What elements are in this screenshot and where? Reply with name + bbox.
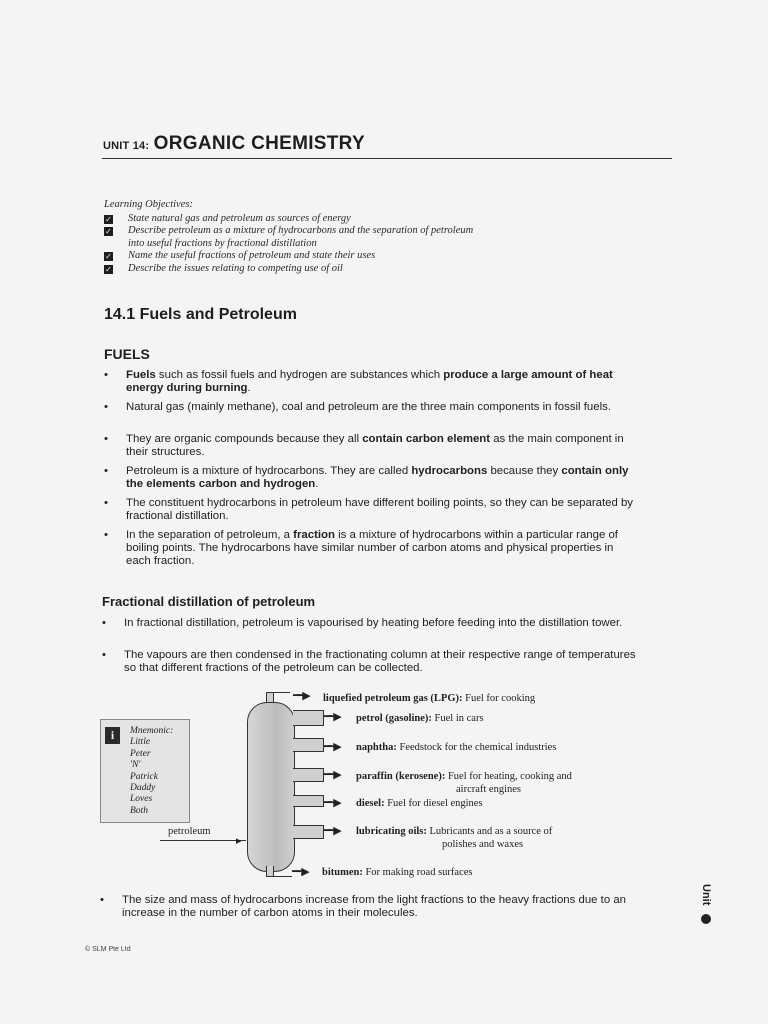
bullet-item: • Petroleum is a mixture of hydrocarbons. They are called hydrocarbons because they contain only the elements carbon and hydrogen. — [104, 465, 629, 491]
objective-item: ✓ Describe the issues relating to competing use of oil — [105, 262, 343, 274]
arrow-right-icon: ━━▶ — [324, 710, 340, 723]
checkbox-icon: ✓ — [105, 264, 112, 274]
objective-item: ✓ Describe petroleum as a mixture of hydrocarbons and the separation of petroleum into useful fractions by fractional distillation — [105, 225, 474, 249]
info-icon: i — [105, 727, 120, 744]
footer-copyright: © SLM Pte Ltd — [85, 946, 131, 953]
fraction-naphtha: naphtha: Feedstock for the chemical industries — [356, 742, 557, 753]
bullet-item: • In the separation of petroleum, a fraction is a mixture of hydrocarbons within a particular range of boiling points. The hydrocarbons have similar number of carbon atoms and physical properties in each fraction. — [104, 529, 618, 568]
fraction-paraffin: paraffin (kerosene): Fuel for heating, cooking and aircraft engines — [356, 771, 572, 795]
section-title: 14.1 Fuels and Petroleum — [104, 306, 297, 323]
arrow-right-icon: ━━▶ — [324, 740, 340, 753]
arrow-right-icon: ━━▶ — [324, 796, 340, 809]
mnemonic-words: Mnemonic: Little Peter 'N' Patrick Daddy Loves Both — [130, 726, 174, 816]
bottom-pipe-line — [270, 876, 292, 877]
side-pipe — [293, 768, 324, 782]
unit-label: UNIT 14: — [103, 140, 150, 152]
bullet-item: • Fuels such as fossil fuels and hydrogen are substances which produce a large amount of heat energy during burning. — [104, 369, 613, 395]
mnemonic-box — [100, 719, 190, 823]
input-arrow-icon: ▸ — [236, 834, 242, 847]
side-pipe — [293, 738, 324, 752]
fraction-petrol: petrol (gasoline): Fuel in cars — [356, 713, 484, 724]
bullet-item: • The size and mass of hydrocarbons increase from the light fractions to the heavy fractions due to an increase in the number of carbon atoms in their molecules. — [100, 894, 626, 920]
fractionating-column — [247, 702, 295, 872]
arrow-right-icon: ━━▶ — [292, 865, 308, 878]
checkbox-icon: ✓ — [105, 227, 112, 237]
unit-title: ORGANIC CHEMISTRY — [153, 133, 365, 154]
arrow-right-icon: ━━▶ — [324, 824, 340, 837]
objectives-title: Learning Objectives: — [104, 199, 193, 210]
arrow-right-icon: ━━▶ — [324, 768, 340, 781]
fraction-lpg: liquefied petroleum gas (LPG): Fuel for cooking — [323, 693, 536, 704]
side-pipe — [293, 825, 324, 839]
side-tab-label: Unit — [700, 884, 712, 906]
unit-side-tab — [698, 884, 714, 924]
fraction-lubricating: lubricating oils: Lubricants and as a source of polishes and waxes — [356, 826, 553, 850]
objective-item: ✓ Name the useful fractions of petroleum and state their uses — [105, 250, 376, 262]
bullet-item: • The constituent hydrocarbons in petroleum have different boiling points, so they can be separated by fractional distillation. — [104, 497, 633, 523]
fraction-diesel: diesel: Fuel for diesel engines — [356, 798, 483, 809]
checkbox-icon: ✓ — [105, 214, 112, 224]
fractional-heading: Fractional distillation of petroleum — [102, 594, 316, 609]
unit-badge-icon — [701, 914, 711, 924]
side-pipe — [293, 795, 324, 807]
petroleum-label: petroleum — [168, 826, 211, 837]
learning-objectives — [104, 199, 504, 276]
bullet-item: • Natural gas (mainly methane), coal and petroleum are the three main components in fossil fuels. — [104, 401, 611, 413]
bullet-item: • They are organic compounds because they all contain carbon element as the main component in their structures. — [104, 433, 624, 459]
bullet-item: • In fractional distillation, petroleum is vapourised by heating before feeding into the distillation tower. — [102, 617, 623, 629]
arrow-right-icon: ━━▶ — [293, 689, 309, 702]
fraction-bitumen: bitumen: For making road surfaces — [322, 867, 473, 878]
input-line — [160, 840, 246, 841]
side-pipe — [293, 710, 324, 726]
checkbox-icon: ✓ — [105, 252, 112, 262]
top-pipe-line — [266, 692, 290, 693]
objective-item: ✓ State natural gas and petroleum as sources of energy — [105, 212, 351, 224]
bullet-item: • The vapours are then condensed in the fractionating column at their respective range of temperatures so that different fractions of the petroleum can be collected. — [102, 649, 636, 675]
unit-header — [103, 133, 365, 155]
fuels-heading: FUELS — [104, 346, 150, 362]
header-rule — [102, 158, 672, 159]
